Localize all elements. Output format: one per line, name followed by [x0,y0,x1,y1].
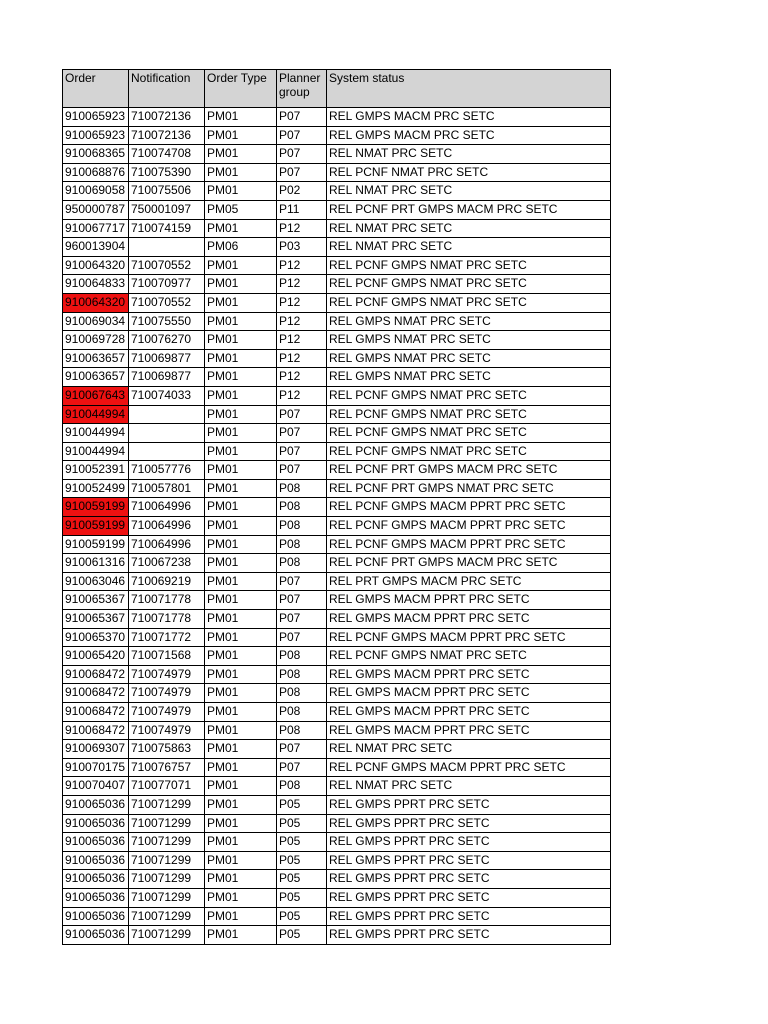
table-row [63,331,611,350]
table-row [63,703,611,722]
cell-order-type[interactable]: PM01 [205,814,277,833]
cell-system-status[interactable]: REL NMAT PRC SETC [327,182,611,201]
table-row [63,405,611,424]
cell-notification[interactable]: 710076757 [129,758,205,777]
table-row [63,684,611,703]
cell-notification[interactable]: 710074979 [129,684,205,703]
cell-notification[interactable]: 710070977 [129,275,205,294]
cell-system-status[interactable]: REL PCNF GMPS NMAT PRC SETC [327,275,611,294]
cell-planner-group[interactable]: P02 [277,182,327,201]
cell-order[interactable]: 910065036 [63,795,129,814]
cell-planner-group[interactable]: P07 [277,442,327,461]
cell-order-type[interactable]: PM06 [205,238,277,257]
cell-notification[interactable]: 710071299 [129,851,205,870]
table-row [63,740,611,759]
table-row [63,200,611,219]
cell-order[interactable]: 910059199 [63,517,129,536]
cell-planner-group[interactable]: P12 [277,275,327,294]
cell-order-type[interactable]: PM01 [205,740,277,759]
cell-notification[interactable]: 710075390 [129,163,205,182]
cell-order[interactable]: 910064320 [63,256,129,275]
cell-order-type[interactable]: PM01 [205,219,277,238]
table-row [63,312,611,331]
cell-order[interactable]: 910068472 [63,721,129,740]
cell-order-type[interactable]: PM01 [205,572,277,591]
cell-system-status[interactable]: REL GMPS MACM PPRT PRC SETC [327,610,611,629]
cell-notification[interactable]: 710072136 [129,108,205,127]
order-status-table [62,69,611,945]
cell-notification[interactable]: 710071299 [129,907,205,926]
cell-planner-group[interactable]: P08 [277,535,327,554]
cell-planner-group[interactable]: P05 [277,814,327,833]
cell-order[interactable]: 910068876 [63,163,129,182]
table-row [63,814,611,833]
cell-system-status[interactable]: REL PCNF PRT GMPS NMAT PRC SETC [327,479,611,498]
cell-order[interactable]: 910044994 [63,405,129,424]
cell-order-type[interactable]: PM01 [205,721,277,740]
cell-planner-group[interactable]: P08 [277,517,327,536]
cell-order[interactable]: 910067717 [63,219,129,238]
cell-planner-group[interactable]: P08 [277,777,327,796]
cell-planner-group[interactable]: P05 [277,888,327,907]
cell-system-status[interactable]: REL GMPS PPRT PRC SETC [327,833,611,852]
cell-notification[interactable]: 710074708 [129,145,205,164]
cell-order-type[interactable]: PM01 [205,703,277,722]
cell-system-status[interactable]: REL GMPS PPRT PRC SETC [327,926,611,945]
cell-order-type[interactable]: PM01 [205,256,277,275]
cell-order-type[interactable]: PM01 [205,610,277,629]
cell-system-status[interactable]: REL GMPS MACM PPRT PRC SETC [327,703,611,722]
cell-order[interactable]: 910065367 [63,610,129,629]
cell-system-status[interactable]: REL GMPS PPRT PRC SETC [327,907,611,926]
cell-system-status[interactable]: REL PCNF PRT GMPS MACM PRC SETC [327,200,611,219]
cell-order[interactable]: 910065036 [63,814,129,833]
cell-order[interactable]: 910052391 [63,461,129,480]
cell-planner-group[interactable]: P03 [277,238,327,257]
cell-planner-group[interactable]: P05 [277,907,327,926]
cell-order[interactable]: 910069307 [63,740,129,759]
cell-system-status[interactable]: REL PCNF GMPS NMAT PRC SETC [327,424,611,443]
cell-order[interactable]: 910069728 [63,331,129,350]
cell-planner-group[interactable]: P08 [277,721,327,740]
cell-order-type[interactable]: PM01 [205,665,277,684]
cell-planner-group[interactable]: P12 [277,368,327,387]
cell-order-type[interactable]: PM01 [205,461,277,480]
cell-notification[interactable]: 710070552 [129,256,205,275]
cell-notification[interactable]: 710071568 [129,647,205,666]
table-row [63,647,611,666]
cell-notification[interactable]: 710064996 [129,498,205,517]
table-row [63,870,611,889]
cell-order[interactable]: 910063046 [63,572,129,591]
cell-planner-group[interactable]: P07 [277,126,327,145]
cell-system-status[interactable]: REL GMPS MACM PPRT PRC SETC [327,684,611,703]
header-notification[interactable]: Notification [129,70,205,108]
cell-order-type[interactable]: PM01 [205,126,277,145]
table-row [63,479,611,498]
header-row [63,70,611,108]
cell-system-status[interactable]: REL PCNF GMPS MACM PPRT PRC SETC [327,498,611,517]
cell-order-type[interactable]: PM01 [205,517,277,536]
cell-notification[interactable]: 710071299 [129,888,205,907]
table-row [63,926,611,945]
cell-notification[interactable]: 710071299 [129,926,205,945]
cell-order[interactable]: 910065036 [63,870,129,889]
table-row [63,610,611,629]
cell-notification[interactable]: 750001097 [129,200,205,219]
cell-system-status[interactable]: REL PCNF GMPS NMAT PRC SETC [327,647,611,666]
cell-system-status[interactable]: REL GMPS NMAT PRC SETC [327,331,611,350]
table-row [63,572,611,591]
cell-order[interactable]: 910065036 [63,851,129,870]
cell-planner-group[interactable]: P07 [277,405,327,424]
table-row [63,368,611,387]
table-row [63,795,611,814]
cell-order[interactable]: 910061316 [63,554,129,573]
cell-planner-group[interactable]: P12 [277,349,327,368]
cell-system-status[interactable]: REL GMPS MACM PRC SETC [327,126,611,145]
cell-planner-group[interactable]: P12 [277,293,327,312]
cell-notification[interactable]: 710071778 [129,610,205,629]
cell-notification[interactable] [129,238,205,257]
cell-order-type[interactable]: PM01 [205,647,277,666]
cell-planner-group[interactable]: P11 [277,200,327,219]
cell-notification[interactable]: 710071299 [129,870,205,889]
cell-system-status[interactable]: REL PCNF GMPS MACM PPRT PRC SETC [327,535,611,554]
cell-order[interactable]: 910069058 [63,182,129,201]
cell-notification[interactable]: 710076270 [129,331,205,350]
cell-notification[interactable]: 710069877 [129,349,205,368]
table-row [63,833,611,852]
header-order[interactable]: Order [63,70,129,108]
cell-notification[interactable]: 710071299 [129,833,205,852]
table-row [63,498,611,517]
cell-notification[interactable]: 710074979 [129,703,205,722]
cell-order-type[interactable]: PM01 [205,312,277,331]
table-row [63,219,611,238]
cell-order-type[interactable]: PM01 [205,424,277,443]
cell-planner-group[interactable]: P05 [277,795,327,814]
cell-notification[interactable]: 710075506 [129,182,205,201]
cell-notification[interactable] [129,424,205,443]
table-row [63,591,611,610]
cell-notification[interactable]: 710057776 [129,461,205,480]
cell-system-status[interactable]: REL GMPS NMAT PRC SETC [327,312,611,331]
table-row [63,554,611,573]
cell-order-type[interactable]: PM01 [205,591,277,610]
cell-order[interactable]: 910059199 [63,535,129,554]
cell-system-status[interactable]: REL PCNF GMPS NMAT PRC SETC [327,405,611,424]
cell-order-type[interactable]: PM01 [205,368,277,387]
cell-system-status[interactable]: REL NMAT PRC SETC [327,740,611,759]
cell-planner-group[interactable]: P07 [277,740,327,759]
cell-notification[interactable]: 710074159 [129,219,205,238]
cell-notification[interactable]: 710064996 [129,517,205,536]
table-row [63,108,611,127]
table-row [63,517,611,536]
cell-system-status[interactable]: REL PRT GMPS MACM PRC SETC [327,572,611,591]
cell-notification[interactable] [129,405,205,424]
cell-system-status[interactable]: REL PCNF GMPS NMAT PRC SETC [327,293,611,312]
cell-system-status[interactable]: REL PCNF GMPS MACM PPRT PRC SETC [327,758,611,777]
cell-order[interactable]: 910065923 [63,126,129,145]
table-row [63,665,611,684]
cell-notification[interactable]: 710071778 [129,591,205,610]
cell-order[interactable]: 910068472 [63,703,129,722]
cell-order[interactable]: 910070407 [63,777,129,796]
cell-system-status[interactable]: REL GMPS PPRT PRC SETC [327,814,611,833]
table-row [63,758,611,777]
cell-system-status[interactable]: REL PCNF PRT GMPS MACM PRC SETC [327,554,611,573]
cell-system-status[interactable]: REL PCNF GMPS NMAT PRC SETC [327,386,611,405]
cell-planner-group[interactable]: P12 [277,386,327,405]
cell-order-type[interactable]: PM01 [205,163,277,182]
cell-order[interactable]: 910068365 [63,145,129,164]
cell-order-type[interactable]: PM01 [205,498,277,517]
cell-order-type[interactable]: PM01 [205,795,277,814]
cell-notification[interactable]: 710077071 [129,777,205,796]
cell-order-type[interactable]: PM01 [205,554,277,573]
table-row [63,888,611,907]
cell-system-status[interactable]: REL NMAT PRC SETC [327,219,611,238]
table-row [63,721,611,740]
cell-order-type[interactable]: PM01 [205,535,277,554]
header-order-type[interactable]: Order Type [205,70,277,108]
cell-order-type[interactable]: PM01 [205,293,277,312]
cell-order[interactable]: 910067643 [63,386,129,405]
cell-planner-group[interactable]: P08 [277,554,327,573]
cell-order[interactable]: 910065370 [63,628,129,647]
cell-order[interactable]: 910065036 [63,888,129,907]
cell-order-type[interactable]: PM01 [205,628,277,647]
cell-planner-group[interactable]: P07 [277,572,327,591]
cell-order[interactable]: 910052499 [63,479,129,498]
cell-order-type[interactable]: PM01 [205,851,277,870]
cell-order[interactable]: 910065036 [63,926,129,945]
cell-planner-group[interactable]: P08 [277,498,327,517]
table-row [63,628,611,647]
cell-system-status[interactable]: REL PCNF NMAT PRC SETC [327,163,611,182]
cell-order-type[interactable]: PM01 [205,479,277,498]
cell-order-type[interactable]: PM01 [205,777,277,796]
cell-order-type[interactable]: PM01 [205,870,277,889]
cell-planner-group[interactable]: P08 [277,703,327,722]
cell-order-type[interactable]: PM01 [205,182,277,201]
table-row [63,851,611,870]
cell-planner-group[interactable]: P07 [277,628,327,647]
cell-order-type[interactable]: PM01 [205,275,277,294]
cell-order-type[interactable]: PM01 [205,349,277,368]
cell-order[interactable]: 910064833 [63,275,129,294]
cell-system-status[interactable]: REL GMPS PPRT PRC SETC [327,888,611,907]
cell-notification[interactable] [129,442,205,461]
cell-order[interactable]: 910063657 [63,368,129,387]
table-row [63,293,611,312]
cell-system-status[interactable]: REL GMPS NMAT PRC SETC [327,368,611,387]
header-system-status[interactable]: System status [327,70,611,108]
cell-planner-group[interactable]: P07 [277,145,327,164]
cell-order[interactable]: 910065923 [63,108,129,127]
table-row [63,442,611,461]
cell-planner-group[interactable]: P05 [277,926,327,945]
cell-system-status[interactable]: REL PCNF PRT GMPS MACM PRC SETC [327,461,611,480]
table-row [63,275,611,294]
cell-planner-group[interactable]: P07 [277,108,327,127]
cell-order-type[interactable]: PM01 [205,888,277,907]
cell-planner-group[interactable]: P07 [277,758,327,777]
cell-notification[interactable]: 710071772 [129,628,205,647]
cell-system-status[interactable]: REL GMPS NMAT PRC SETC [327,349,611,368]
table-row [63,256,611,275]
table-row [63,461,611,480]
cell-planner-group[interactable]: P12 [277,219,327,238]
table-row [63,535,611,554]
cell-notification[interactable]: 710074979 [129,721,205,740]
cell-order[interactable]: 910068472 [63,665,129,684]
cell-order[interactable]: 910063657 [63,349,129,368]
cell-planner-group[interactable]: P08 [277,479,327,498]
cell-order[interactable]: 910064320 [63,293,129,312]
cell-order[interactable]: 910065367 [63,591,129,610]
cell-notification[interactable]: 710072136 [129,126,205,145]
cell-planner-group[interactable]: P08 [277,647,327,666]
cell-order[interactable]: 910059199 [63,498,129,517]
cell-order-type[interactable]: PM01 [205,926,277,945]
cell-order-type[interactable]: PM01 [205,907,277,926]
header-planner-group[interactable]: Planner group [277,70,327,108]
cell-notification[interactable]: 710069877 [129,368,205,387]
cell-planner-group[interactable]: P12 [277,331,327,350]
cell-notification[interactable]: 710064996 [129,535,205,554]
cell-planner-group[interactable]: P05 [277,833,327,852]
cell-order-type[interactable]: PM01 [205,108,277,127]
cell-notification[interactable]: 710071299 [129,814,205,833]
cell-system-status[interactable]: REL GMPS MACM PPRT PRC SETC [327,665,611,684]
cell-notification[interactable]: 710075863 [129,740,205,759]
cell-planner-group[interactable]: P12 [277,256,327,275]
cell-system-status[interactable]: REL PCNF GMPS MACM PPRT PRC SETC [327,628,611,647]
table-row [63,777,611,796]
table-row [63,349,611,368]
cell-order[interactable]: 910070175 [63,758,129,777]
cell-notification[interactable]: 710057801 [129,479,205,498]
cell-planner-group[interactable]: P07 [277,461,327,480]
cell-planner-group[interactable]: P07 [277,163,327,182]
cell-order[interactable]: 910069034 [63,312,129,331]
cell-notification[interactable]: 710075550 [129,312,205,331]
cell-notification[interactable]: 710071299 [129,795,205,814]
cell-planner-group[interactable]: P07 [277,424,327,443]
cell-order[interactable]: 910065036 [63,833,129,852]
cell-order[interactable]: 910044994 [63,424,129,443]
table-row [63,145,611,164]
table-row [63,238,611,257]
cell-planner-group[interactable]: P07 [277,591,327,610]
cell-system-status[interactable]: REL GMPS PPRT PRC SETC [327,795,611,814]
cell-order[interactable]: 960013904 [63,238,129,257]
cell-system-status[interactable]: REL GMPS MACM PPRT PRC SETC [327,721,611,740]
cell-system-status[interactable]: REL GMPS MACM PRC SETC [327,108,611,127]
cell-notification[interactable]: 710074979 [129,665,205,684]
table-row [63,907,611,926]
table-body [63,108,611,945]
cell-planner-group[interactable]: P07 [277,610,327,629]
cell-order[interactable]: 910068472 [63,684,129,703]
cell-system-status[interactable]: REL GMPS MACM PPRT PRC SETC [327,591,611,610]
cell-planner-group[interactable]: P12 [277,312,327,331]
cell-order-type[interactable]: PM01 [205,145,277,164]
cell-system-status[interactable]: REL PCNF GMPS NMAT PRC SETC [327,442,611,461]
cell-order-type[interactable]: PM01 [205,386,277,405]
cell-order-type[interactable]: PM01 [205,442,277,461]
cell-order-type[interactable]: PM01 [205,405,277,424]
table-row [63,126,611,145]
cell-planner-group[interactable]: P08 [277,684,327,703]
cell-planner-group[interactable]: P05 [277,851,327,870]
cell-system-status[interactable]: REL NMAT PRC SETC [327,238,611,257]
cell-notification[interactable]: 710067238 [129,554,205,573]
cell-order[interactable]: 910065036 [63,907,129,926]
cell-order[interactable]: 910065420 [63,647,129,666]
table-row [63,386,611,405]
cell-system-status[interactable]: REL GMPS PPRT PRC SETC [327,851,611,870]
cell-system-status[interactable]: REL NMAT PRC SETC [327,777,611,796]
cell-system-status[interactable]: REL PCNF GMPS NMAT PRC SETC [327,256,611,275]
cell-notification[interactable]: 710069219 [129,572,205,591]
cell-planner-group[interactable]: P05 [277,870,327,889]
cell-order-type[interactable]: PM01 [205,331,277,350]
cell-notification[interactable]: 710070552 [129,293,205,312]
cell-system-status[interactable]: REL GMPS PPRT PRC SETC [327,870,611,889]
cell-system-status[interactable]: REL NMAT PRC SETC [327,145,611,164]
cell-planner-group[interactable]: P08 [277,665,327,684]
cell-order-type[interactable]: PM01 [205,758,277,777]
cell-order-type[interactable]: PM01 [205,833,277,852]
cell-order-type[interactable]: PM01 [205,684,277,703]
cell-notification[interactable]: 710074033 [129,386,205,405]
cell-order[interactable]: 950000787 [63,200,129,219]
table-row [63,182,611,201]
cell-order-type[interactable]: PM05 [205,200,277,219]
cell-order[interactable]: 910044994 [63,442,129,461]
table-row [63,163,611,182]
table-row [63,424,611,443]
cell-system-status[interactable]: REL PCNF GMPS MACM PPRT PRC SETC [327,517,611,536]
